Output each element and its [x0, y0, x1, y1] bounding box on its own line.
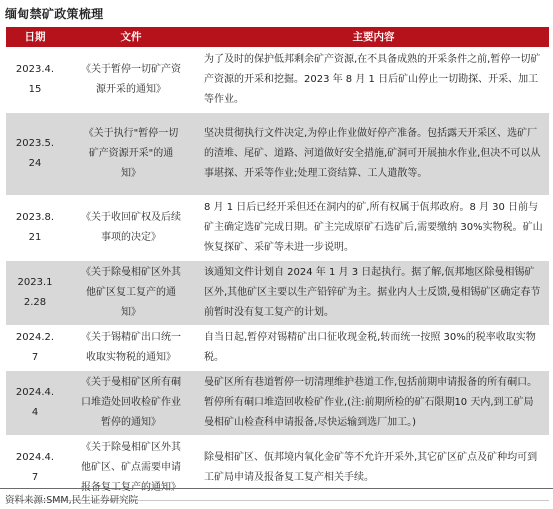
row-date: 2023.8. 21: [6, 196, 64, 261]
table-row: [6, 261, 549, 326]
row-file: 《关于暂停一切矿产资 源开采的通知》: [64, 48, 198, 113]
row-date: 2024.2. 7: [6, 326, 64, 371]
row-file: 《关于曼相矿区所有硐 口堆造处回收检矿作业 暂停的通知》: [64, 371, 198, 436]
policy-table: [6, 27, 549, 501]
row-content: 为了及时的保护低邦剩余矿产资源,在不具备成熟的开采条件之前,暂停一切矿产资源的开采和挖掘。2023 年 8 月 1 日后矿山停止一切勘探、开采、加工等作业。: [198, 48, 549, 113]
row-content: 曼矿区所有巷道暂停一切清理维护巷道工作,包括前期申请报备的所有硐口。暂停所有硐口堆造回收检矿作业,(注:前期所检的矿石限期10 天内,到工矿局曼相矿山检查科申请报备,尽快运输到选厂加工。): [198, 371, 549, 436]
row-date: 2023.1 2.28: [6, 261, 64, 326]
table-row: [6, 196, 549, 261]
header-content: 主要内容: [198, 27, 549, 48]
header-file: 文件: [64, 27, 198, 48]
row-file: 《关于除曼相矿区外其 他矿区复工复产的通 知》: [64, 261, 198, 326]
source-note: 资料来源:SMM,民生证券研究院: [0, 488, 553, 506]
table-row: [6, 48, 549, 113]
row-file: 《关于除曼相矿区外其 他矿区、矿点需要申请 报备复工复产的通知》: [64, 436, 198, 501]
row-date: 2023.4. 15: [6, 48, 64, 113]
row-file: 《关于收回矿权及后续 事项的决定》: [64, 196, 198, 261]
row-content: 自当日起,暂停对锡精矿出口征收现金税,转而统一按照 30%的税率收取实物税。: [198, 326, 549, 371]
row-file: 《关于执行"暂停一切 矿产资源开采"的通 知》: [64, 113, 198, 196]
row-content: 8 月 1 日后已经开采但还在洞内的矿,所有权属于佤邦政府。8 月 30 日前与矿主确定选矿完成日期。矿主完成原矿石选矿后,需要缴纳 30%实物税。矿山恢复探矿、采矿等未进一步说明。: [198, 196, 549, 261]
row-content: 坚决贯彻执行文件决定,为停止作业做好停产准备。包括露天开采区、选矿厂的渣堆、尾矿、道路、河道做好安全措施,矿洞可开展抽水作业,但决不可以从事堪探、开采等作业;处理工资结算、工人遣散等。: [198, 113, 549, 196]
row-date: 2024.4. 4: [6, 371, 64, 436]
table-row: [6, 113, 549, 196]
table-title: 缅甸禁矿政策梳理: [5, 7, 104, 21]
table-row: [6, 371, 549, 436]
row-content: 除曼相矿区、佤邦境内氧化金矿等不允许开采外,其它矿区矿点及矿种均可到工矿局申请及报备复工复产相关手续。: [198, 436, 549, 501]
table-header-row: [6, 27, 549, 48]
row-content: 该通知文件计划自 2024 年 1 月 3 日起执行。据了解,佤邦地区除曼相锡矿区外,其他矿区主要以生产铅锌矿为主。据业内人士反馈,曼相锡矿区确定春节前暂时没有复工复产的计划。: [198, 261, 549, 326]
row-date: 2023.5. 24: [6, 113, 64, 196]
row-date: 2024.4. 7: [6, 436, 64, 501]
row-file: 《关于锡精矿出口统一 收取实物税的通知》: [64, 326, 198, 371]
header-date: 日期: [6, 27, 64, 48]
table-row: [6, 326, 549, 371]
